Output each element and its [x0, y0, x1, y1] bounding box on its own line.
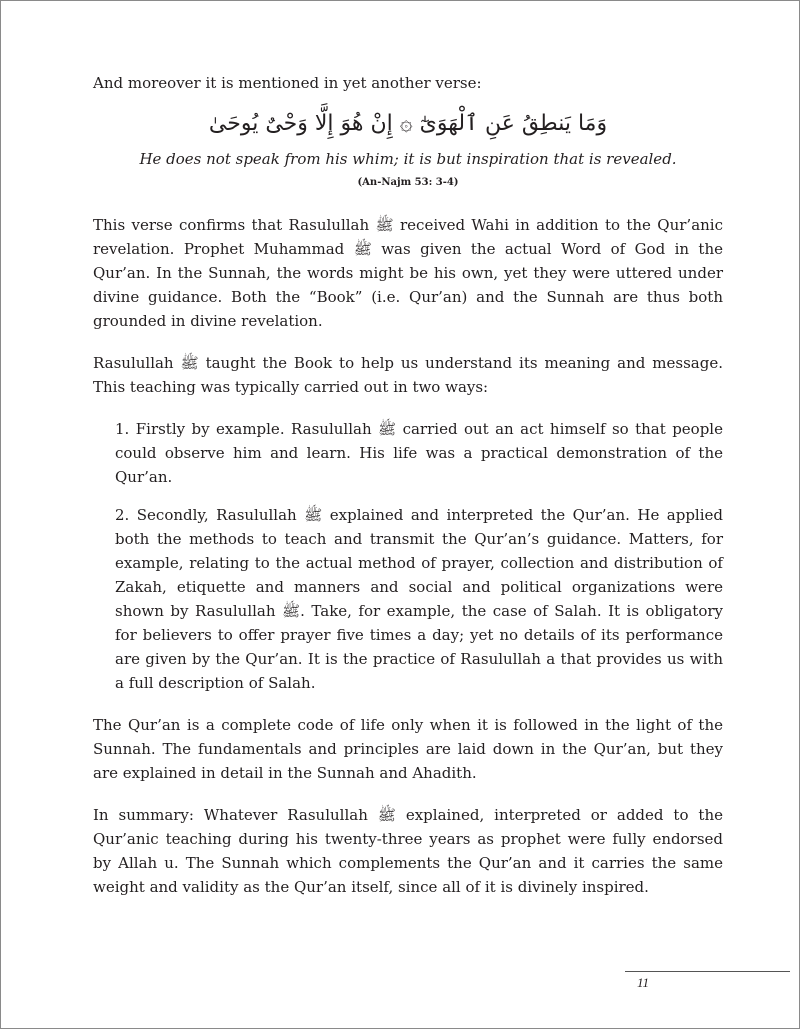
page-number: 11 [637, 975, 650, 990]
intro-text: And moreover it is mentioned in yet another verse: [93, 74, 482, 92]
paragraph: The Qur’an is a complete code of life only when it is followed in the light of the Sunnah. The fundamentals and principles are laid down in the Qur’an, but they are explained in detail in the Sunnah and Ahadith. [93, 716, 723, 782]
paragraph: Rasulullah ﷺ taught the Book to help us understand its meaning and message. This teaching was typically carried out in two ways: [93, 354, 723, 396]
paragraph: This verse confirms that Rasulullah ﷺ received Wahi in addition to the Qur’anic revelation. Prophet Muhammad ﷺ was given the actual Word of God in the Qur’an. In the Sunnah, the words might be his own, yet they were uttered under divine guidance. Both the “Book” (i.e. Qur’an) and the Sunnah are thus both grounded in divine revelation. [93, 216, 723, 330]
numbered-list [93, 417, 723, 695]
verse-translation: He does not speak from his whim; it is but inspiration that is revealed. [139, 150, 677, 168]
page-content [93, 71, 723, 917]
verse-citation: (An-Najm 53: 3-4) [357, 177, 459, 188]
paragraph: In summary: Whatever Rasulullah ﷺ explained, interpreted or added to the Qur’anic teaching during his twenty-three years as prophet were fully endorsed by Allah u. The Sunnah which complements the Qur’an and it carries the same weight and validity as the Qur’an itself, since all of it is divinely inspired. [93, 806, 723, 896]
list-item: 1. Firstly by example. Rasulullah ﷺ carried out an act himself so that people could observe him and learn. His life was a practical demonstration of the Qur’an. [115, 420, 723, 486]
footer-rule [625, 971, 790, 972]
arabic-verse: وَمَا يَنطِقُ عَنِ ٱلْهَوَىٰٓ ۞ إِنْ هُوَ إِلَّا وَحْىٌ يُوحَىٰ [208, 111, 608, 136]
list-item: 2. Secondly, Rasulullah ﷺ explained and interpreted the Qur’an. He applied both the methods to teach and transmit the Qur’an’s guidance. Matters, for example, relating to the actual method of prayer, collection and distribution of Zakah, etiquette and manners and social and political organizations were shown by Rasulullah ﷺ. Take, for example, the case of Salah. It is obligatory for believers to offer prayer five times a day; yet no details of its performance are given by the Qur’an. It is the practice of Rasulullah a that provides us with a full description of Salah. [115, 506, 723, 692]
